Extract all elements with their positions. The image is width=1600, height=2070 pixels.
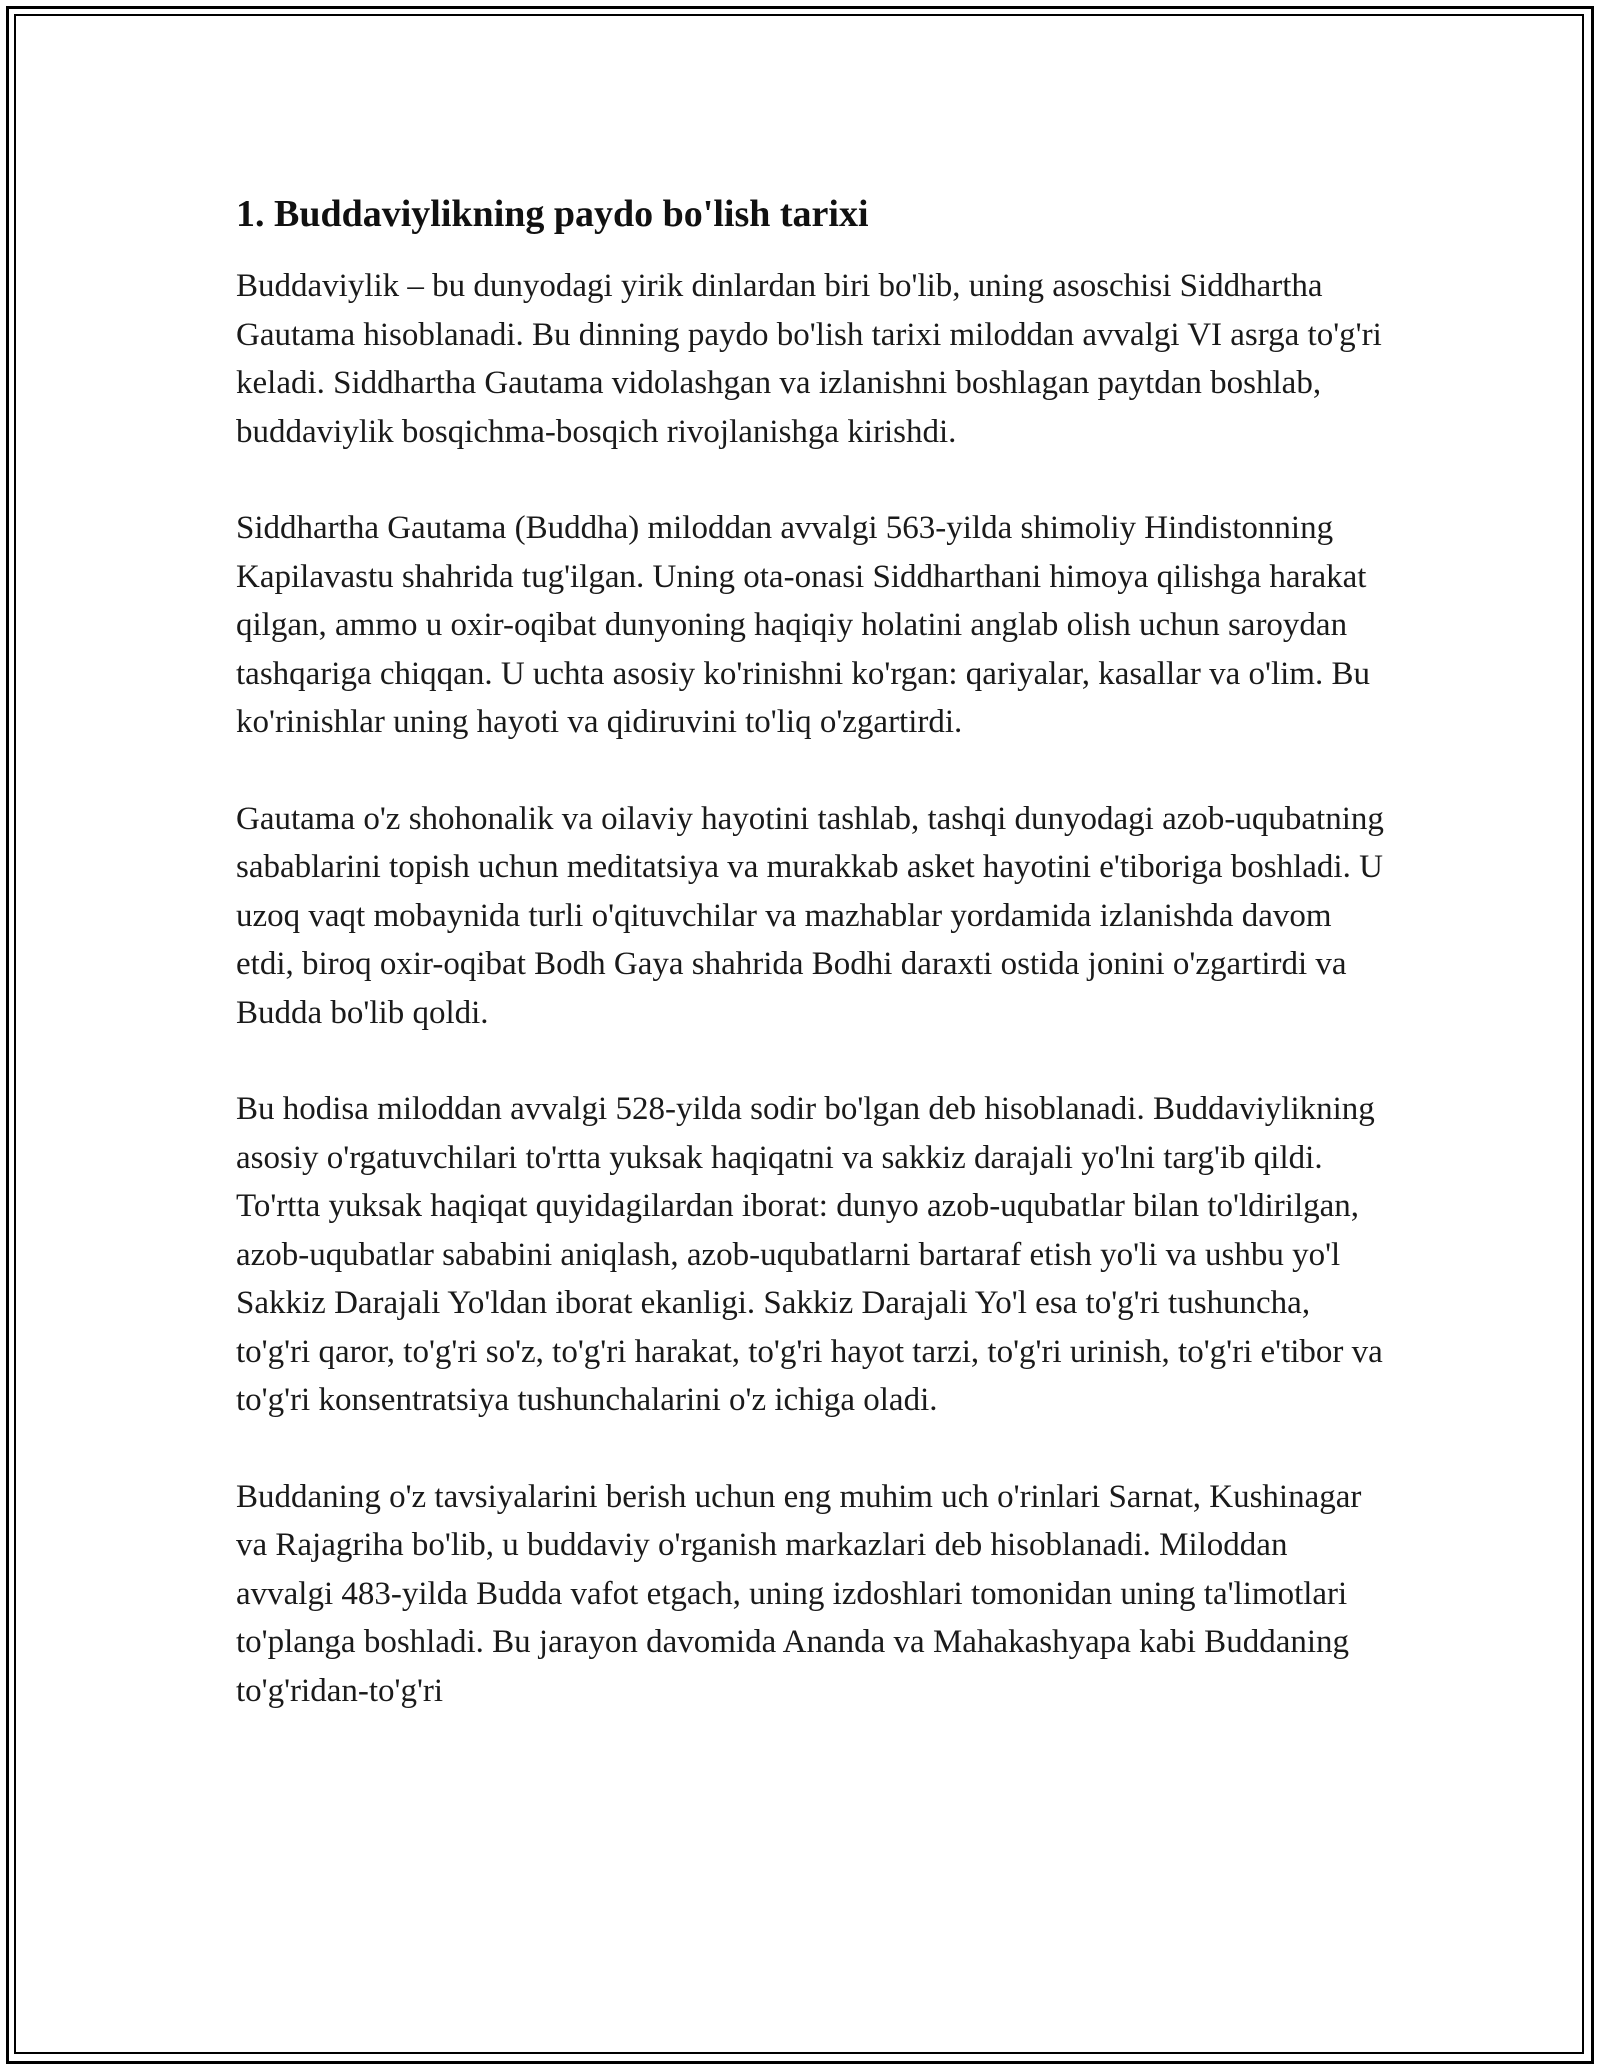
section-heading: 1. Buddaviylikning paydo bo'lish tarixi [236, 193, 869, 235]
paragraph-3: Gautama o'z shohonalik va oilaviy hayotini tashlab, tashqi dunyodagi azob-uqubatning sabablarini topish uchun meditatsiya va murakkab asket hayotini e'tiboriga boshladi. U uzoq vaqt mobaynida turli o'qituvchilar va mazhablar yordamida izlanishda davom etdi, biroq oxir-oqibat Bodh Gaya shahrida Bodhi daraxti ostida jonini o'zgartirdi va Budda bo'lib qoldi. [236, 800, 1384, 1031]
paragraph-2: Siddhartha Gautama (Buddha) miloddan avvalgi 563-yilda shimoliy Hindistonning Kapilavastu shahrida tug'ilgan. Uning ota-onasi Siddharthani himoya qilishga harakat qilgan, ammo u oxir-oqibat dunyoning haqiqiy holatini anglab olish uchun saroydan tashqariga chiqqan. U uchta asosiy ko'rinishni ko'rgan: qariyalar, kasallar va o'lim. Bu ko'rinishlar uning hayoti va qidiruvini to'liq o'zgartirdi. [236, 510, 1370, 740]
paragraph-1: Buddaviylik – bu dunyodagi yirik dinlardan biri bo'lib, uning asoschisi Siddhartha Gautama hisoblanadi. Bu dinning paydo bo'lish tarixi miloddan avvalgi VI asrga to'g'ri keladi. Siddhartha Gautama vidolashgan va izlanishni boshlagan paytdan boshlab, buddaviylik bosqichma-bosqich rivojlanishga kirishdi. [236, 268, 1382, 450]
paragraph-5: Buddaning o'z tavsiyalarini berish uchun eng muhim uch o'rinlari Sarnat, Kushinagar va Rajagriha bo'lib, u buddaviy o'rganish markazlari deb hisoblanadi. Miloddan avvalgi 483-yilda Budda vafot etgach, uning izdoshlari tomonidan uning ta'limotlari to'planga boshladi. Bu jarayon davomida Ananda va Mahakashyapa kabi Buddaning to'g'ridan-to'g'ri [236, 1478, 1362, 1709]
document-body [236, 186, 1386, 1715]
paragraph-4: Bu hodisa miloddan avvalgi 528-yilda sodir bo'lgan deb hisoblanadi. Buddaviylikning asosiy o'rgatuvchilari to'rtta yuksak haqiqatni va sakkiz darajali yo'lni targ'ib qildi. To'rtta yuksak haqiqat quyidagilardan iborat: dunyo azob-uqubatlar bilan to'ldirilgan, azob-uqubatlar sababini aniqlash, azob-uqubatlarni bartaraf etish yo'li va ushbu yo'l Sakkiz Darajali Yo'ldan iborat ekanligi. Sakkiz Darajali Yo'l esa to'g'ri tushuncha, to'g'ri qaror, to'g'ri so'z, to'g'ri harakat, to'g'ri hayot tarzi, to'g'ri urinish, to'g'ri e'tibor va to'g'ri konsentratsiya tushunchalarini o'z ichiga oladi. [236, 1091, 1383, 1418]
